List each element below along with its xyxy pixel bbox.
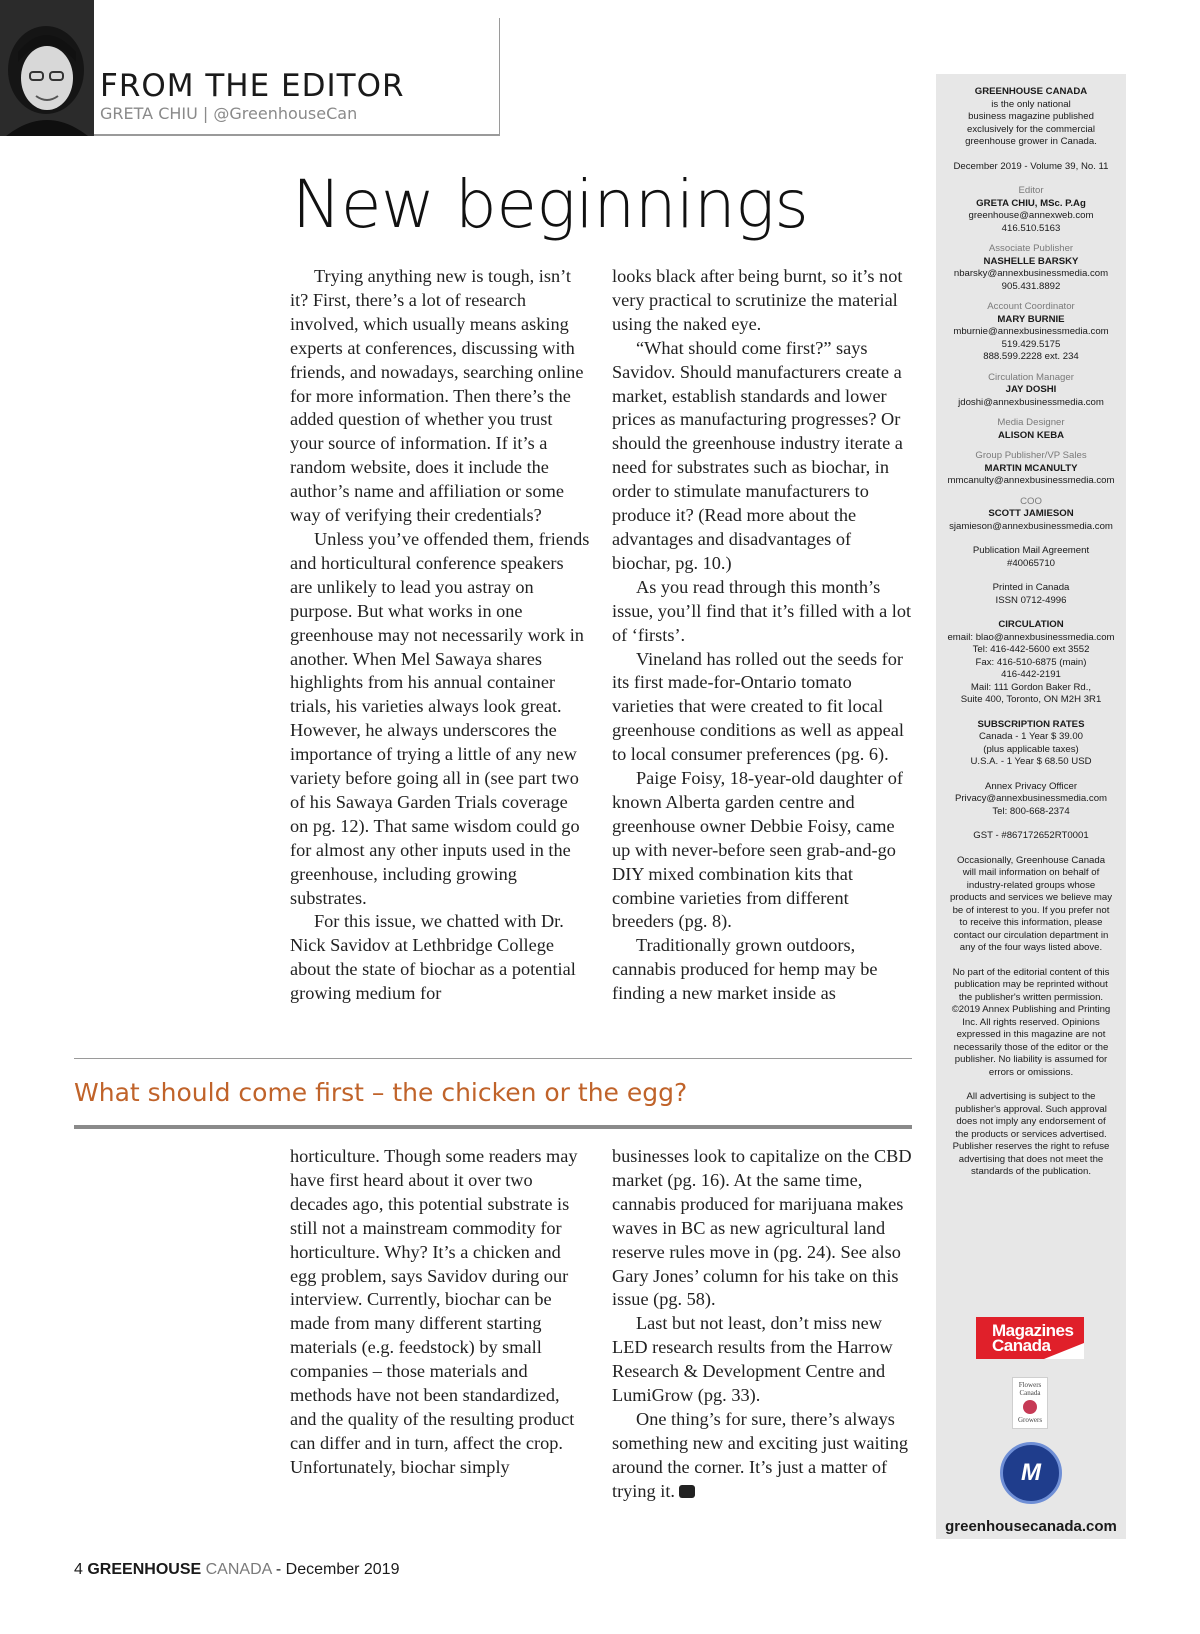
folio-brand-bold: GREENHOUSE <box>87 1561 202 1578</box>
staff-name: MARTIN MCANULTY <box>984 462 1078 474</box>
notice-line: will mail information on behalf of <box>962 867 1100 878</box>
editor-photo <box>0 0 94 136</box>
privacy-line: Privacy@annexbusinessmedia.com <box>954 793 1108 804</box>
staff-contact: sjamieson@annexbusinessmedia.com <box>949 520 1113 532</box>
paragraph: As you read through this month’s issue, you’ll find that it’s filled with a lot of ‘firsts’. <box>612 576 912 645</box>
notice-line: products and services we believe may <box>949 892 1113 903</box>
staff-contact: mburnie@annexbusinessmedia.com <box>953 326 1109 337</box>
gst-number: GST - #867172652RT0001 <box>973 830 1089 841</box>
notice-line: publication may be reprinted without <box>954 979 1108 990</box>
article-column-4 <box>612 1145 912 1504</box>
editor-portrait-illustration <box>0 0 94 136</box>
notice-line: necessarily those of the editor or the <box>953 1041 1109 1053</box>
alliance-audited-media-logo: M <box>1000 1442 1062 1504</box>
staff-name: SCOTT JAMIESON <box>988 508 1074 519</box>
notice-line: publisher's approval. Such approval <box>955 1103 1107 1115</box>
paragraph: For this issue, we chatted with Dr. Nick Savidov at Lethbridge College about the state of biochar as a potential growing medium for <box>290 911 576 1004</box>
pull-quote-rule-top <box>74 1058 912 1059</box>
staff-role: Circulation Manager <box>988 371 1074 383</box>
circulation-line: 416-442-2191 <box>1001 669 1061 680</box>
article-column-1 <box>290 265 590 1006</box>
paragraph: Trying anything new is tough, isn’t it? First, there’s a lot of research involved, which usually means asking experts at conferences, discussing with friends, and nowadays, searching online for more information. Then there’s the added question of whether you trust your source of information. If it’s a random website, does it include the author’s name and affiliation or some way of verifying their credentials? <box>290 266 584 526</box>
notice-line: the publisher's written permission. <box>958 991 1104 1003</box>
staff-contact: jdoshi@annexbusinessmedia.com <box>958 396 1104 408</box>
pull-quote-rule-bottom <box>74 1125 912 1129</box>
masthead-sidebar <box>936 74 1126 1539</box>
paragraph: Vineland has rolled out the seeds for its first made-for-Ontario tomato varieties that were created to fit local greenhouse conditions as well as appeal to local consumer preferences (pg. 6). <box>612 648 904 765</box>
staff-contact: 888.599.2228 ext. 234 <box>983 351 1079 362</box>
notice-line: contact our circulation department in <box>953 929 1109 941</box>
paragraph: Paige Foisy, 18-year-old daughter of known Alberta garden centre and greenhouse owner Debbie Foisy, came up with never-before seen grab-and-go DIY mixed combination kits that combine varieties from different breeders (pg. 8). <box>612 768 904 932</box>
notice-line: to receive this information, please <box>959 917 1103 928</box>
rose-icon <box>1023 1400 1037 1414</box>
subscription-line: (plus applicable taxes) <box>983 743 1079 755</box>
notice-line: the products or services advertised. <box>955 1128 1107 1140</box>
notice-line: advertising that does not meet the <box>958 1153 1104 1165</box>
notice-line: any of the four ways listed above. <box>959 942 1103 953</box>
privacy-line: Tel: 800-668-2374 <box>992 805 1070 817</box>
masthead-desc-line: greenhouse grower in Canada. <box>965 136 1097 147</box>
notice-line: standards of the publication. <box>970 1166 1091 1177</box>
article-column-3 <box>290 1145 590 1480</box>
circulation-line: Tel: 416-442-5600 ext 3552 <box>972 644 1090 655</box>
folio-date: - December 2019 <box>275 1561 400 1578</box>
printed-in: Printed in Canada <box>992 582 1070 593</box>
magazines-canada-logo <box>976 1317 1084 1359</box>
circulation-line: email: blao@annexbusinessmedia.com <box>947 631 1115 643</box>
staff-role: Media Designer <box>997 417 1065 428</box>
end-mark-icon <box>679 1485 695 1498</box>
masthead-desc-line: exclusively for the commercial <box>967 123 1095 135</box>
circulation-line: Suite 400, Toronto, ON M2H 3R1 <box>960 694 1102 705</box>
staff-role: Group Publisher/VP Sales <box>975 450 1087 461</box>
notice-line: errors or omissions. <box>988 1066 1074 1078</box>
pull-quote: What should come first – the chicken or the egg? <box>74 1078 688 1107</box>
masthead-title: GREENHOUSE CANADA <box>974 86 1088 97</box>
paragraph <box>612 1408 912 1504</box>
staff-role: COO <box>1020 495 1042 507</box>
column-label: FROM THE EDITOR <box>100 68 405 104</box>
paragraph: Last but not least, don’t miss new LED research results from the Harrow Research & Development Centre and LumiGrow (pg. 33). <box>612 1313 893 1406</box>
staff-contact: nbarsky@annexbusinessmedia.com <box>953 268 1109 279</box>
website-url[interactable]: greenhousecanada.com <box>945 1518 1117 1535</box>
header-divider-horizontal <box>94 134 500 136</box>
staff-name: JAY DOSHI <box>1005 384 1057 395</box>
issue-info: December 2019 - Volume 39, No. 11 <box>953 160 1109 172</box>
staff-name: GRETA CHIU, MSc. P.Ag <box>976 197 1086 209</box>
staff-contact: mmcanulty@annexbusinessmedia.com <box>947 475 1115 486</box>
page-folio <box>74 1561 399 1579</box>
staff-name: NASHELLE BARSKY <box>983 255 1079 267</box>
subscription-title: SUBSCRIPTION RATES <box>977 718 1085 730</box>
header-divider-vertical <box>499 18 500 136</box>
logo-text: Flowers Canada <box>1018 1381 1042 1397</box>
staff-contact: greenhouse@annexweb.com <box>968 210 1094 221</box>
notice-line: Inc. All rights reserved. Opinions <box>962 1016 1100 1028</box>
staff-contact: 905.431.8892 <box>1001 280 1061 292</box>
staff-role: Account Coordinator <box>987 301 1075 312</box>
closing-text: One thing’s for sure, there’s always something new and exciting just waiting around the corner. It’s just a matter of trying it. <box>612 1408 909 1501</box>
circulation-line: Mail: 111 Gordon Baker Rd., <box>970 681 1092 693</box>
circulation-title: CIRCULATION <box>998 619 1064 630</box>
notice-line: expressed in this magazine are not <box>956 1029 1106 1040</box>
notice-line: be of interest to you. If you prefer not <box>952 904 1110 916</box>
circulation-line: Fax: 416-510-6875 (main) <box>975 656 1087 668</box>
notice-line: publisher. No liability is assumed for <box>954 1054 1108 1065</box>
mail-agreement-number: #40065710 <box>1006 557 1056 569</box>
paragraph: businesses look to capitalize on the CBD market (pg. 16). At the same time, cannabis produced for marijuana makes waves in BC as new agricultural land reserve rules move in (pg. 24). See also Gary Jones’ column for his take on this issue (pg. 58). <box>612 1146 912 1310</box>
page-number: 4 <box>74 1561 83 1578</box>
notice-line: Publisher reserves the right to refuse <box>952 1141 1110 1152</box>
byline: GRETA CHIU | @GreenhouseCan <box>100 104 358 123</box>
paragraph: Unless you’ve offended them, friends and horticultural conference speakers are unlikely to lead you astray on purpose. But what works in one greenhouse may not necessarily work in another. When Mel Sawaya shares highlights from his annual container trials, his varieties always look great. However, he always underscores the importance of trying a little of any new variety before going all in (see part two of his Sawaya Garden Trials coverage on pg. 12). That same wisdom could go for almost any other inputs used in the greenhouse, including growing substrates. <box>290 528 590 908</box>
notice-line: does not imply any endorsement of <box>956 1116 1106 1127</box>
issn: ISSN 0712-4996 <box>995 594 1067 606</box>
folio-brand-light: CANADA <box>205 1561 272 1578</box>
paragraph: horticulture. Though some readers may have first heard about it over two decades ago, this potential substrate is still not a mainstream commodity for horticulture. Why? It’s a chicken and egg problem, says Savidov during our interview. Currently, biochar can be made from many different starting materials (e.g. feedstock) by small companies – those materials and methods have not been standardized, and the quality of the resulting product can differ and in turn, affect the crop. Unfortunately, biochar simply <box>290 1146 578 1477</box>
subscription-line: Canada - 1 Year $ 39.00 <box>978 731 1084 742</box>
flowers-canada-logo <box>1012 1377 1048 1429</box>
logo-text: Canada <box>992 1336 1051 1355</box>
masthead-desc-line: is the only national <box>991 98 1071 110</box>
article-column-2 <box>612 265 912 1006</box>
privacy-line: Annex Privacy Officer <box>984 780 1078 792</box>
staff-role: Editor <box>1018 185 1044 196</box>
notice-line: Occasionally, Greenhouse Canada <box>956 854 1106 866</box>
paragraph: looks black after being burnt, so it’s not very practical to scrutinize the material using the naked eye. <box>612 266 903 334</box>
logo-text: Growers <box>1017 1416 1043 1424</box>
staff-contact: 416.510.5163 <box>1001 222 1061 234</box>
article-headline: New beginnings <box>292 166 809 243</box>
masthead-desc-line: business magazine published <box>968 111 1094 122</box>
notice-line: industry-related groups whose <box>966 879 1096 891</box>
staff-role: Associate Publisher <box>988 243 1074 254</box>
logo-text: Magazines <box>992 1321 1074 1340</box>
notice-line: ©2019 Annex Publishing and Printing <box>951 1004 1111 1015</box>
notice-line: All advertising is subject to the <box>966 1091 1096 1102</box>
staff-name: ALISON KEBA <box>997 429 1065 441</box>
subscription-line: U.S.A. - 1 Year $ 68.50 USD <box>970 756 1092 767</box>
staff-name: MARY BURNIE <box>997 313 1065 325</box>
staff-contact: 519.429.5175 <box>1001 338 1061 350</box>
mail-agreement: Publication Mail Agreement <box>972 545 1090 556</box>
paragraph: “What should come first?” says Savidov. Should manufacturers create a market, establish standards and lower prices as manufacturing progresses? Or should the greenhouse industry iterate a need for substrates such as biochar, in order to stimulate manufacturers to produce it? (Read more about the advantages and disadvantages of biochar, pg. 10.) <box>612 337 903 573</box>
notice-line: No part of the editorial content of this <box>952 966 1110 978</box>
paragraph: Traditionally grown outdoors, cannabis produced for hemp may be finding a new market inside as <box>612 935 878 1004</box>
